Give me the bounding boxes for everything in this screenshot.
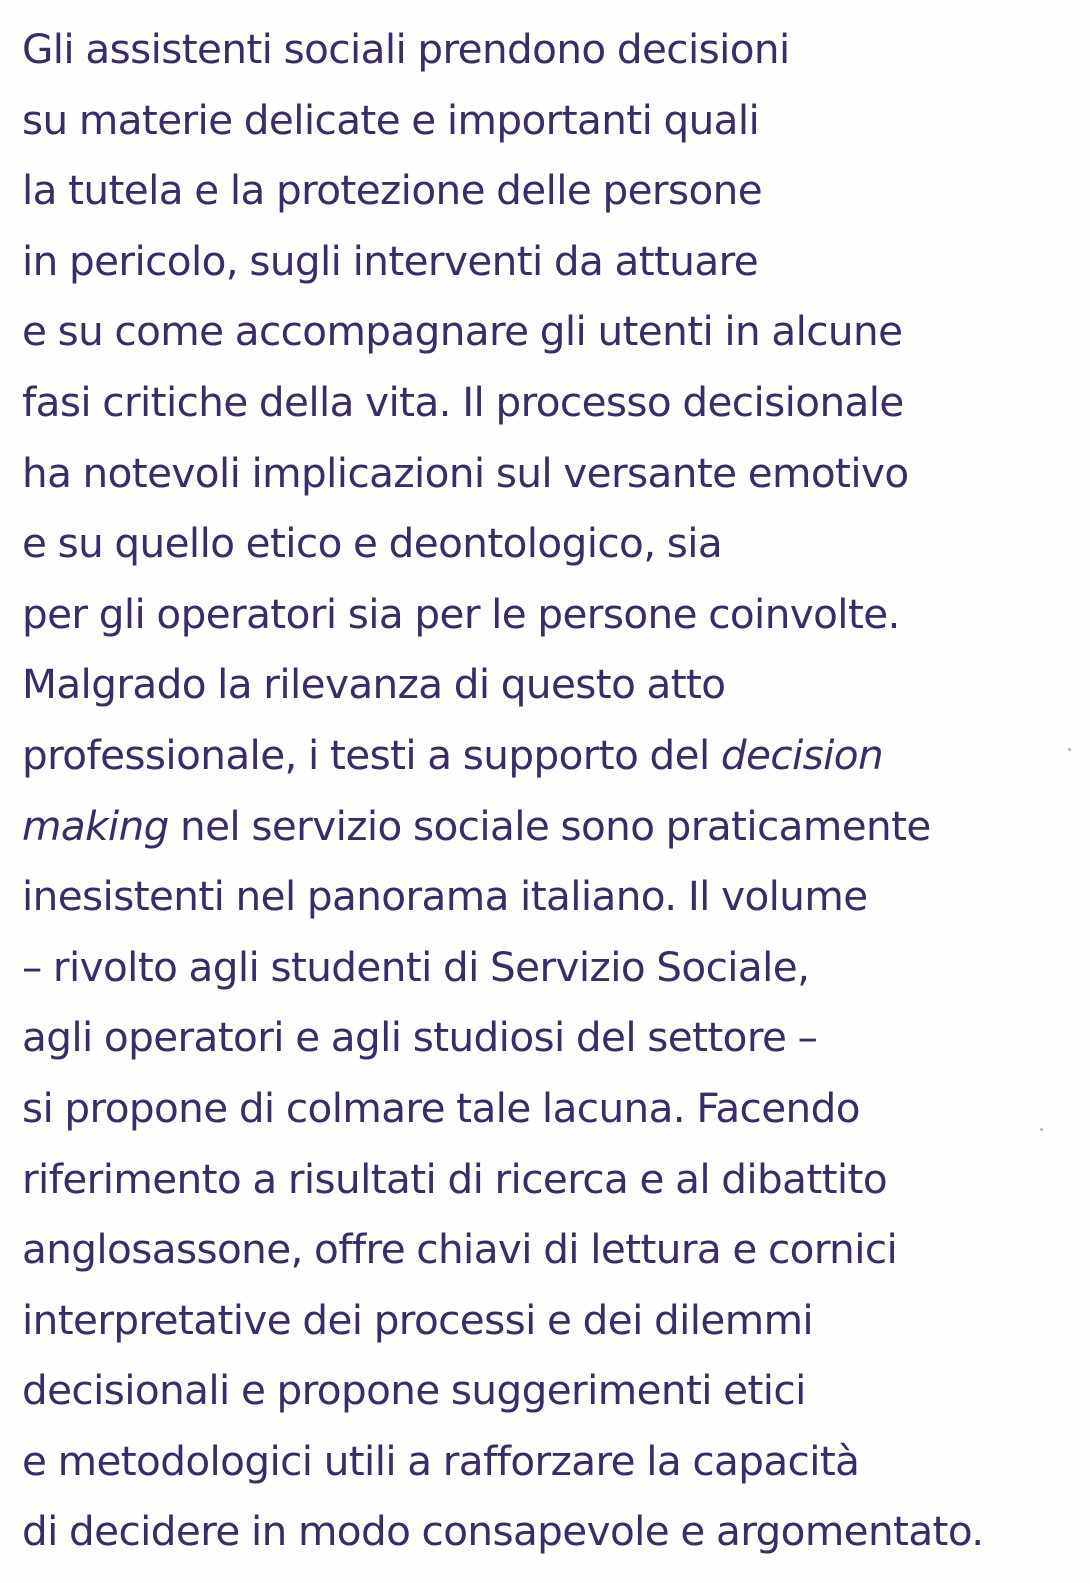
text-line <box>22 1426 1082 1497</box>
text-line <box>22 508 1082 579</box>
text-line <box>22 1285 1082 1356</box>
italic-term: making <box>22 801 169 850</box>
text-line <box>22 1144 1082 1215</box>
line-text: – rivolto agli studenti di Servizio Sociale, <box>22 942 810 991</box>
text-line <box>22 1214 1082 1285</box>
line-text: di decidere in modo consapevole e argomentato. <box>22 1507 984 1556</box>
text-line <box>22 367 1082 438</box>
text-line <box>22 155 1082 226</box>
text-line <box>22 791 1082 862</box>
line-text: in pericolo, sugli interventi da attuare <box>22 236 759 285</box>
line-text: e su come accompagnare gli utenti in alcune <box>22 307 903 356</box>
line-text: fasi critiche della vita. Il processo decisionale <box>22 377 904 426</box>
italic-term: decision <box>720 730 884 779</box>
scan-speck <box>1068 748 1071 751</box>
text-line <box>22 1355 1082 1426</box>
text-line <box>22 1002 1082 1073</box>
text-line <box>22 861 1082 932</box>
text-line <box>22 1073 1082 1144</box>
text-line <box>22 85 1082 156</box>
line-text: e metodologici utili a rafforzare la capacità <box>22 1436 860 1485</box>
line-text: e su quello etico e deontologico, sia <box>22 519 723 568</box>
blurb-paragraph <box>22 14 1082 1567</box>
text-line <box>22 649 1082 720</box>
line-text: ha notevoli implicazioni sul versante emotivo <box>22 448 909 497</box>
text-line <box>22 579 1082 650</box>
scan-speck <box>1040 1128 1043 1131</box>
line-text: professionale, i testi a supporto del <box>22 730 721 779</box>
line-text: decisionali e propone suggerimenti etici <box>22 1366 806 1415</box>
line-text: agli operatori e agli studiosi del settore – <box>22 1013 818 1062</box>
text-line <box>22 226 1082 297</box>
text-line <box>22 1496 1082 1567</box>
text-line <box>22 296 1082 367</box>
text-line <box>22 14 1082 85</box>
text-line <box>22 720 1082 791</box>
line-text: per gli operatori sia per le persone coinvolte. <box>22 589 900 638</box>
line-text: nel servizio sociale sono praticamente <box>168 801 931 850</box>
text-line <box>22 932 1082 1003</box>
line-text: inesistenti nel panorama italiano. Il volume <box>22 872 868 921</box>
line-text: riferimento a risultati di ricerca e al dibattito <box>22 1154 888 1203</box>
text-line <box>22 438 1082 509</box>
line-text: la tutela e la protezione delle persone <box>22 166 763 215</box>
line-text: Gli assistenti sociali prendono decisioni <box>22 25 790 73</box>
line-text: Malgrado la rilevanza di questo atto <box>22 660 726 709</box>
line-text: interpretative dei processi e dei dilemmi <box>22 1295 814 1344</box>
line-text: su materie delicate e importanti quali <box>22 95 760 144</box>
line-text: anglosassone, offre chiavi di lettura e cornici <box>22 1225 898 1274</box>
line-text: si propone di colmare tale lacuna. Facendo <box>22 1083 860 1132</box>
